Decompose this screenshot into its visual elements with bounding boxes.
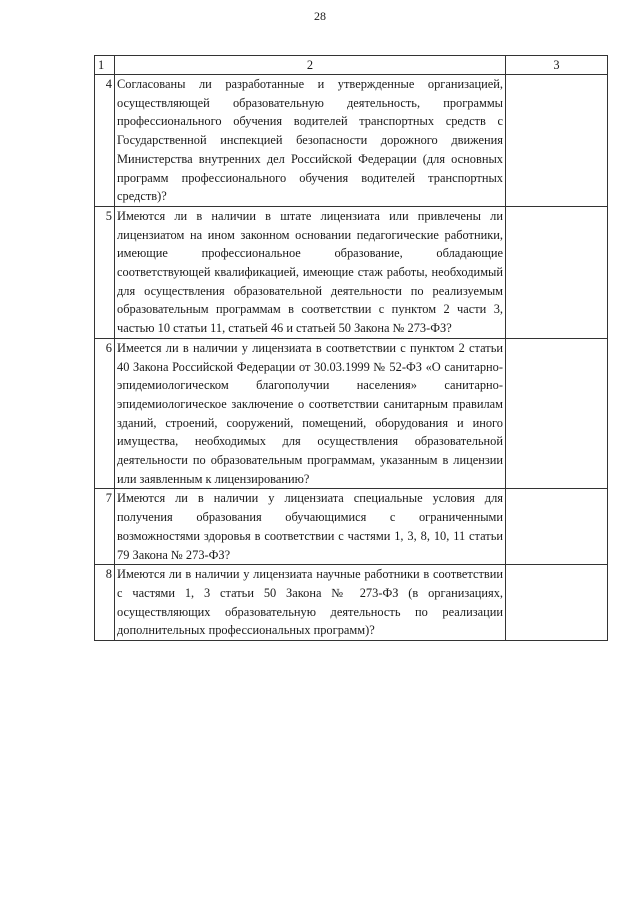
- row-answer-cell: [506, 489, 608, 565]
- row-number: 5: [95, 206, 115, 338]
- row-question: Имеется ли в наличии у лицензиата в соответствии с пунктом 2 статьи 40 Закона Российской Федерации от 30.03.1999 № 52-ФЗ «О санитарно-эпидемиологическом благополучии населения» санитарно-эпидемиологическое заключение о соответствии санитарным правилам зданий, строений, сооружений, помещений, оборудования и иного имущества, необходимых для осуществления образовательной деятельности по образовательным программам, указанным в лицензии или заявленным к лицензированию?: [115, 338, 506, 489]
- row-answer-cell: [506, 565, 608, 641]
- table-row: [95, 338, 608, 489]
- row-question: Согласованы ли разработанные и утвержденные организацией, осуществляющей образовательную деятельность, программы профессионального обучения водителей транспортных средств с Государственной инспекцией безопасности дорожного движения Министерства внутренних дел Российской Федерации (для основных программ профессионального обучения водителей транспортных средств)?: [115, 75, 506, 207]
- row-number: 7: [95, 489, 115, 565]
- row-number: 6: [95, 338, 115, 489]
- row-answer-cell: [506, 206, 608, 338]
- row-question: Имеются ли в наличии у лицензиата научные работники в соответствии с частями 1, 3 статьи 50 Закона № 273-ФЗ (в организациях, осуществляющих образовательную деятельность по реализации дополнительных профессиональных программ)?: [115, 565, 506, 641]
- table-row: [95, 489, 608, 565]
- header-col-2: 2: [115, 56, 506, 75]
- row-answer-cell: [506, 338, 608, 489]
- row-number: 4: [95, 75, 115, 207]
- row-number: 8: [95, 565, 115, 641]
- page-number: 28: [314, 9, 326, 23]
- row-answer-cell: [506, 75, 608, 207]
- row-question: Имеются ли в наличии в штате лицензиата или привлечены ли лицензиатом на ином законном основании педагогические работники, имеющие профессиональное образование, обладающие соответствующей квалификацией, имеющие стаж работы, необходимый для осуществления образовательной деятельности по реализуемым образовательным программам в соответствии с пунктом 2 части 3, частью 10 статьи 11, статьей 46 и статьей 50 Закона № 273-ФЗ?: [115, 206, 506, 338]
- row-question: Имеются ли в наличии у лицензиата специальные условия для получения образования обучающимися с ограниченными возможностями здоровья в соответствии с частями 1, 3, 8, 10, 11 статьи 79 Закона № 273-ФЗ?: [115, 489, 506, 565]
- table-row: [95, 206, 608, 338]
- checklist-table: [94, 55, 608, 641]
- header-col-1: 1: [95, 56, 115, 75]
- header-col-3: 3: [506, 56, 608, 75]
- table-header-row: [95, 56, 608, 75]
- table-row: [95, 565, 608, 641]
- table-row: [95, 75, 608, 207]
